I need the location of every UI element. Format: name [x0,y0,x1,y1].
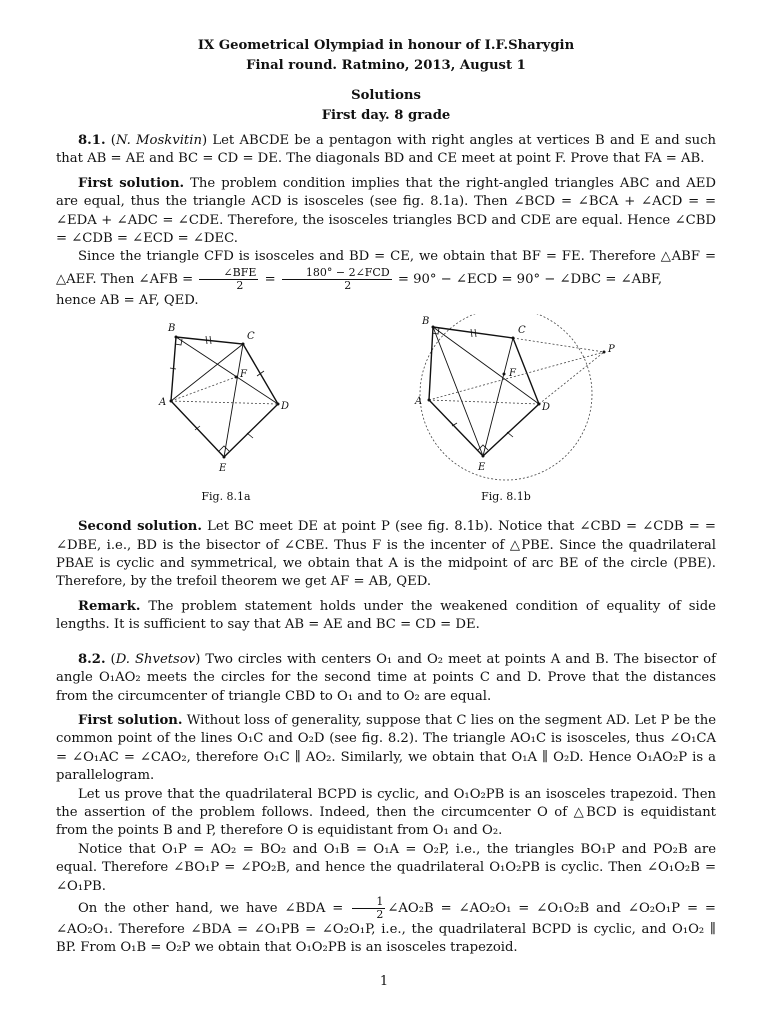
p2-text-b: = 90° − ∠ECD = 90° − ∠DBC = ∠ABF, [397,271,663,287]
second-solution-text: Let BC meet DE at point P (see fig. 8.1b). Notice that ∠CBD = ∠CDB = = ∠DBE, i.e., BD is the bisector of ∠CBE. Thus F is the incenter of △PBE. Since the quadrilateral PBAE is cyclic and symmetrical, we obtain that A is the midpoint of arc BE of the circle (PBE). Therefore, by the trefoil theorem we get AF = AB, QED. [56,519,716,590]
p82-text-2: Let us prove that the quadrilateral BCPD is cyclic, and O₁O₂PB is an isosceles trapezoid. Then the assertion of the problem follows. Indeed, then the circumcenter O of △BCD is equidistant from the points B and P, therefore O is equidistant from O₁ and O₂. [56,786,716,839]
figure-8-1a [156,314,306,488]
page-number: 1 [379,974,389,989]
fraction-fcd: $\frac{\text{180° − 2∠FCD}}{2}$ [282,267,392,292]
problem-number: 8.2. [78,651,106,667]
second-solution [56,518,716,592]
caption-8-1a: Fig. 8.1a [201,490,251,504]
label-b: B [422,316,430,328]
remark [56,598,716,635]
first-solution-p1 [56,175,716,249]
label-f: F [240,369,247,381]
olympiad-title: IX Geometrical Olympiad in honour of I.F.Sharygin [197,38,575,53]
figure-8-1b-drawing [406,314,626,484]
p82-text-4: On the other hand, we have ∠BDA = $\frac{1}{2}$ ∠AO₂B = ∠AO₂O₁ = ∠O₁O₂B and ∠O₂O₁P = = ∠AO₂O₁. Therefore ∠BDA = ∠O₁PB = ∠O₂O₁P, i.e., the quadrilateral BCPD is cyclic, and O₁O₂ ∥ BP. From O₁B = O₂P we obtain that O₁O₂PB is an isosceles trapezoid. [56,894,716,956]
problem-8-1-statement: 8.1. (N. Moskvitin) Let ABCDE be a pentagon with right angles at vertices B and E and such that AB = AE and BC = CD = DE. The diagonals BD and CE meet at point F. Prove that FA = AB. [56,133,717,167]
label-f: F [509,368,516,380]
label-p: P [608,344,615,356]
first-solution-label: First solution. [78,712,183,728]
label-d: D [542,402,551,414]
first-solution-p2 [56,248,716,310]
p82-text-3: Notice that O₁P = AO₂ = BO₂ and O₁B = O₁A = O₂P, i.e., the triangles BO₁P and PO₂B are equal. Therefore ∠BO₁P = ∠PO₂B, and hence the quadrilateral O₁O₂PB is cyclic. Then ∠O₁O₂B = ∠O₁PB. [56,841,716,894]
first-solution-text: The problem condition implies that the right-angled triangles ABC and AED are equal, thus the triangle ACD is isosceles (see fig. 8.1a). Then ∠BCD = ∠BCA + ∠ACD = = ∠EDA + ∠ADC = ∠CDE. Therefore, the isosceles triangles BCD and CDE are equal. Hence ∠CBD = ∠CDB = ∠ECD = ∠DEC. [56,175,716,247]
p2-text-a: Since the triangle CFD is isosceles and BD = CE, we obtain that BF = FE. Therefore △ABF = △AEF. Then ∠AFB = [56,249,716,287]
p82-text-1: Without loss of generality, suppose that C lies on the segment AD. Let P be the common point of the lines O₁C and O₂D (see fig. 8.2). The triangle AO₁C is isosceles, thus ∠O₁CA = ∠O₁AC = ∠CAO₂, therefore O₁C ∥ AO₂. Similarly, we obtain that O₁A ∥ O₂D. Hence O₁AO₂P is a parallelogram. [56,712,716,784]
label-e: E [478,462,486,474]
section-title: Solutions [351,88,421,103]
label-e: E [219,463,227,475]
p82-first-solution [56,712,716,786]
paper-page [56,36,716,958]
second-solution-label: Second solution. [78,519,202,535]
statement-text: Two circles with centers O₁ and O₂ meet at points A and B. The bisector of angle O₁AO₂ meets the circles for the second time at points C and D. Prove that the distances from the circumcenter of triangle CBD to O₁ and to O₂ are equal. [56,651,716,704]
label-a: A [159,397,167,409]
problem-8-2-statement: 8.2. (D. Shvetsov) Two circles with centers O₁ and O₂ meet at points A and B. The bisector of angle O₁AO₂ meets the circles for the second time at points C and D. Prove that the distances from the circumcenter of triangle CBD to O₁ and to O₂ are equal. [56,651,716,704]
caption-8-1b: Fig. 8.1b [481,490,531,504]
label-c: C [247,331,255,343]
figure-8-1a-drawing [156,314,306,484]
label-a: A [415,396,423,408]
remark-text: The problem statement holds under the weakened condition of equality of side lengths. It is sufficient to say that AB = AE and BC = CD = DE. [56,598,716,633]
day-grade: First day. 8 grade [321,108,451,123]
problem-author: D. Shvetsov [115,651,196,667]
figure-8-1b [406,314,626,488]
round-info: Final round. Ratmino, 2013, August 1 [246,58,526,73]
problem-author: N. Moskvitin [115,133,202,148]
problem-number: 8.1. [78,133,106,148]
p2-text-c: hence AB = AF, QED. [56,292,199,308]
label-b: B [168,323,176,335]
label-d: D [281,401,290,413]
remark-label: Remark. [78,598,141,614]
equals-sign: = [264,271,276,287]
fraction-bfe: $\frac{\text{∠BFE}}{2}$ [199,267,258,292]
figures-8-1 [56,314,716,504]
statement-text: Let ABCDE be a pentagon with right angles at vertices B and E and such that AB = AE and BC = CD = DE. The diagonals BD and CE meet at point F. Prove that FA = AB. [56,133,717,167]
fraction-half: $\frac{1}{2}$ [352,896,385,921]
first-solution-label: First solution. [78,175,185,191]
label-c: C [518,325,526,337]
